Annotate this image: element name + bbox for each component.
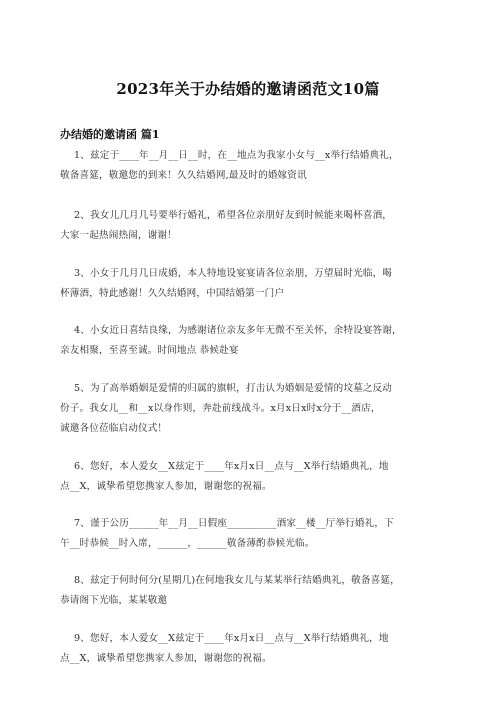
paragraph-line: 份子。我女儿__和__x以身作则，奔赴前线战斗。x月x日x时x分于__酒店， (60, 403, 381, 414)
paragraph-4 (60, 321, 456, 361)
paragraph-line: 4、小女近日喜结良缘，为感谢诸位亲友多年无微不至关怀，余特设宴答谢， (74, 325, 402, 336)
paragraph-line: 大家一起热闹热闹，谢谢！ (60, 230, 177, 241)
paragraph-7 (60, 514, 456, 554)
paragraph-line: 5、为了高举婚姻是爱情的归属的旗帜，打击认为婚姻是爱情的坟墓之反动 (74, 383, 393, 394)
paragraph-line: 点__X，诚挚希望您携家人参加，谢谢您的祝福。 (60, 481, 272, 492)
paragraph-6 (60, 457, 456, 497)
paragraph-line: 8、兹定于何时何分(星期几)在何地我女儿与某某举行结婚典礼，敬备喜筵， (74, 575, 400, 586)
paragraph-line: 敬备喜筵，敬邀您的到来！久久结婚网,最及时的婚嫁资讯 (60, 170, 307, 181)
paragraph-line: 点__X，诚挚希望您携家人参加，谢谢您的祝福。 (60, 653, 272, 664)
paragraph-line: 诚邀各位莅临启动仪式！ (60, 423, 168, 434)
paragraph-8 (60, 571, 456, 611)
paragraph-3 (60, 264, 456, 304)
document-title: 2023年关于办结婚的邀请函范文10篇 (116, 80, 380, 98)
paragraph-line: 2、我女儿几月几号要举行婚礼，希望各位亲朋好友到时候能来喝杯喜酒， (74, 210, 393, 221)
paragraph-line: 亲友相聚，至喜至诚。时间地点 恭候赴宴 (60, 345, 239, 356)
paragraph-line: 恭请阁下光临，某某敬邀 (60, 595, 168, 606)
paragraph-9 (60, 629, 456, 669)
paragraph-line: 1、兹定于____年__月__日__时，在__地点为我家小女与__x举行结婚典礼， (74, 150, 399, 161)
paragraph-line: 6、您好，本人爱女__X兹定于____年x月x日__点与__X举行结婚典礼，地 (74, 461, 389, 472)
paragraph-line: 3、小女于几月几日成婚，本人特地设宴宴请各位亲朋，万望届时光临，喝 (74, 268, 393, 279)
paragraph-line: 7、谨于公历______年__月__日假座__________酒家__楼__厅举行婚礼，下 (74, 518, 394, 529)
paragraph-1 (60, 146, 456, 186)
section-heading: 办结婚的邀请函 篇1 (60, 128, 160, 141)
paragraph-5 (60, 379, 456, 439)
paragraph-line: 9、您好，本人爱女__X兹定于____年x月x日__点与__X举行结婚典礼，地 (74, 633, 389, 644)
paragraph-line: 杯薄酒，特此感谢！久久结婚网，中国结婚第一门户 (60, 288, 285, 299)
paragraph-2 (60, 206, 456, 246)
paragraph-line: 午__时恭候__时入席，______，______敬备薄酌恭候光临。 (60, 538, 315, 549)
